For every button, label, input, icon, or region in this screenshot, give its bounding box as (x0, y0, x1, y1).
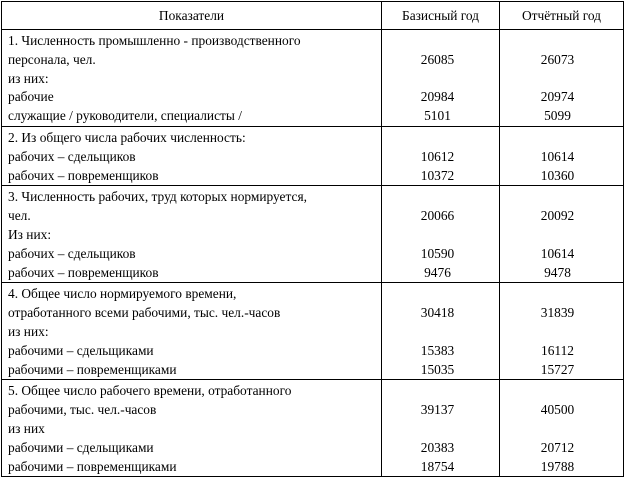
base-value (388, 226, 487, 245)
section-row-5 (2, 380, 624, 477)
report-value: 5099 (544, 108, 571, 124)
base-value: 20383 (420, 439, 455, 455)
base-year-cell (382, 186, 500, 283)
indicator-line: из них (8, 420, 45, 436)
base-value: 26085 (420, 51, 455, 67)
report-value (506, 420, 609, 439)
base-year-cell (382, 283, 500, 380)
indicator-line: рабочими – сдельщиками (8, 342, 154, 358)
base-value (388, 285, 487, 304)
base-value: 39137 (420, 402, 455, 418)
base-value: 10372 (420, 167, 455, 183)
indicator-line: рабочими – сдельщиками (8, 439, 154, 455)
base-value (388, 32, 487, 51)
section-row-1 (2, 30, 624, 127)
base-value: 20984 (420, 89, 455, 105)
base-value (388, 129, 487, 148)
report-value: 20092 (540, 208, 575, 224)
indicator-line: рабочими – повременщиками (8, 361, 177, 377)
report-year-cell (500, 380, 624, 477)
report-value: 20712 (540, 439, 575, 455)
indicator-line: служащие / руководители, специалисты / (8, 108, 242, 124)
base-year-cell (382, 126, 500, 185)
indicator-cell (2, 380, 382, 477)
header-report-year: Отчётный год (500, 2, 624, 30)
indicator-line: рабочих – повременщиков (8, 264, 159, 280)
base-value: 30418 (420, 305, 455, 321)
indicator-line: 2. Из общего числа рабочих численность: (8, 129, 246, 145)
indicator-line: Из них: (8, 226, 52, 242)
section-row-4 (2, 283, 624, 380)
base-value: 9476 (424, 264, 451, 280)
indicator-line: из них: (8, 70, 49, 86)
section-row-2 (2, 126, 624, 185)
indicator-cell (2, 283, 382, 380)
indicator-line: чел. (8, 208, 31, 224)
report-year-cell (500, 30, 624, 127)
indicator-line: рабочие (8, 89, 54, 105)
report-value (506, 129, 609, 148)
indicator-line: 1. Численность промышленно - производственного (8, 33, 301, 48)
indicator-cell (2, 30, 382, 127)
base-value: 15383 (420, 342, 455, 358)
report-year-cell (500, 283, 624, 380)
report-value: 10614 (540, 245, 575, 261)
base-value (388, 70, 487, 89)
report-value: 16112 (541, 342, 574, 358)
section-row-3 (2, 186, 624, 283)
report-value: 10360 (540, 167, 575, 183)
base-value: 10612 (420, 148, 455, 164)
report-year-cell (500, 186, 624, 283)
indicator-line: 3. Численность рабочих, труд которых нормируется, (8, 189, 307, 205)
report-value (506, 323, 609, 342)
header-indicators: Показатели (2, 2, 382, 30)
report-value: 40500 (540, 402, 575, 418)
indicator-line: из них: (8, 323, 49, 339)
report-value: 31839 (540, 305, 575, 321)
report-value (506, 285, 609, 304)
header-row (2, 2, 624, 30)
indicators-table (1, 1, 624, 477)
report-value: 19788 (540, 458, 575, 474)
base-value: 10590 (420, 245, 455, 261)
report-value: 26073 (540, 51, 575, 67)
indicator-line: 4. Общее число нормируемого времени, (8, 286, 237, 302)
base-value: 5101 (424, 108, 451, 124)
report-value (506, 32, 609, 51)
report-value: 10614 (540, 148, 575, 164)
base-value (388, 382, 487, 401)
indicator-cell (2, 126, 382, 185)
report-value (506, 70, 609, 89)
report-value: 20974 (540, 89, 575, 105)
report-value (506, 226, 609, 245)
indicator-cell (2, 186, 382, 283)
base-value: 18754 (420, 458, 455, 474)
report-value: 9478 (544, 264, 571, 280)
base-value: 15035 (420, 361, 455, 377)
report-value (506, 382, 609, 401)
base-value (388, 420, 487, 439)
indicator-line: рабочих – сдельщиков (8, 148, 136, 164)
indicator-line: рабочими – повременщиками (8, 458, 177, 474)
base-year-cell (382, 30, 500, 127)
report-year-cell (500, 126, 624, 185)
header-base-year: Базисный год (382, 2, 500, 30)
base-value (388, 323, 487, 342)
indicator-line: персонала, чел. (8, 51, 96, 67)
base-value (388, 188, 487, 207)
indicator-line: рабочих – повременщиков (8, 167, 159, 183)
indicator-line: рабочими, тыс. чел.-часов (8, 402, 157, 418)
report-value (506, 188, 609, 207)
indicator-line: рабочих – сдельщиков (8, 245, 136, 261)
report-value: 15727 (540, 361, 575, 377)
base-year-cell (382, 380, 500, 477)
indicator-line: отработанного всеми рабочими, тыс. чел.-часов (8, 305, 281, 321)
base-value: 20066 (420, 208, 455, 224)
indicator-line: 5. Общее число рабочего времени, отработанного (8, 383, 292, 399)
